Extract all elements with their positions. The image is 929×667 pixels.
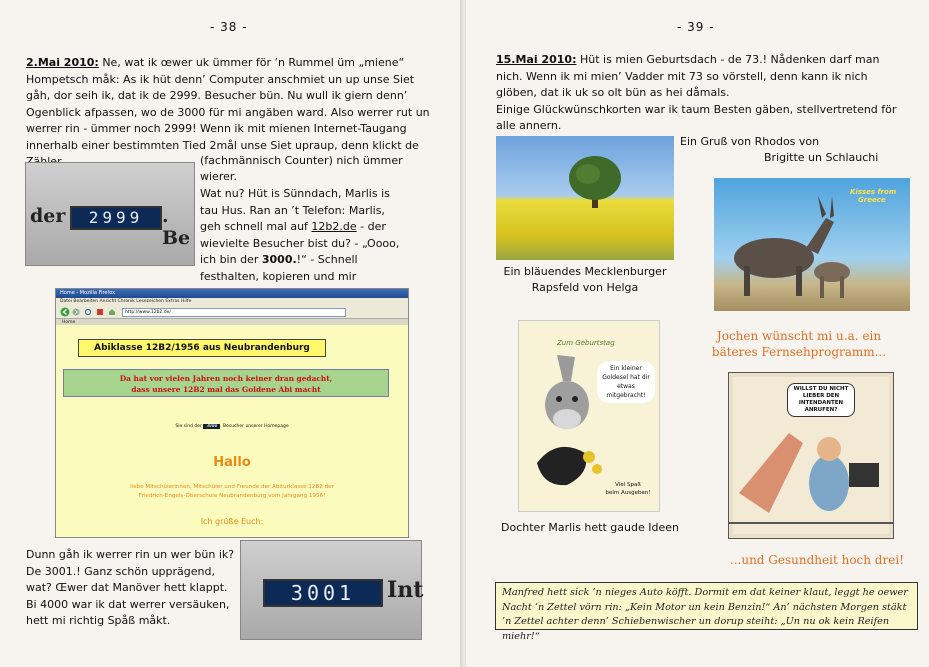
reload-icon bbox=[84, 308, 92, 316]
browser-url-field: http://www.12b2.de/ bbox=[122, 308, 346, 317]
website-greeting: Ich grüße Euch: bbox=[200, 517, 264, 526]
website-hallo: Hallo bbox=[213, 455, 251, 470]
jochen-caption-1: Jochen wünscht mi u.a. ein bbox=[716, 329, 882, 343]
entry-text-2: Einige Glückwünschkorten war ik taum Besten gäben, stellvertretend för alle annern. bbox=[496, 102, 897, 132]
rhodos-caption-2: Brigitte un Schlauchi bbox=[764, 151, 879, 164]
counter-prefix: der bbox=[30, 205, 66, 227]
counter-pre: Sie sind der bbox=[175, 424, 204, 429]
banner-line-1: Da hat vor vielen Jahren noch keiner dran gedacht, bbox=[119, 374, 333, 383]
entry-line-b: wierer. bbox=[200, 170, 237, 183]
website-red-banner bbox=[63, 369, 389, 397]
left-page bbox=[0, 0, 462, 667]
browser-title-bar: Home - Mozilla Firefox bbox=[56, 289, 408, 298]
browser-tab: Home bbox=[56, 319, 408, 326]
browser-screenshot bbox=[55, 288, 409, 538]
donkey-cartoon bbox=[527, 353, 607, 493]
paragraph-2 bbox=[200, 186, 400, 302]
entry-date: 15.Mai 2010: bbox=[496, 53, 577, 66]
rhodos-caption bbox=[680, 134, 920, 166]
browser-nav-bar bbox=[56, 306, 408, 319]
website-link[interactable]: 12b2.de bbox=[311, 220, 357, 233]
counter-suffix-3001: Int bbox=[387, 577, 424, 603]
jochen-caption bbox=[694, 328, 904, 360]
stop-icon bbox=[96, 308, 104, 316]
gesundheit-caption: ...und Gesundheit hoch drei! bbox=[729, 553, 904, 567]
card-greeting-line-2: Greece bbox=[858, 196, 886, 204]
entry-date: 2.Mai 2010: bbox=[26, 56, 99, 69]
intro-line-2: Friedrich-Engels-Oberschule Neubrandenburg vom Jahrgang 1956! bbox=[138, 493, 326, 499]
page-number: - 38 - bbox=[210, 20, 248, 34]
card-bottom-2: beim Ausgeben! bbox=[605, 490, 651, 496]
intro-line-1: liebe Mitschülerinnen, Mitschüler und Freunde der Abiturklasse 12B2 der bbox=[130, 484, 334, 490]
tree-image bbox=[496, 136, 674, 260]
donkey-photo bbox=[714, 178, 910, 311]
paragraph-2-text: Wat nu? Hüt is Sünndach, Marlis is tau Hus. Ran an ’t Telefon: Marlis, geh schnell mal auf bbox=[200, 187, 390, 233]
rapeseed-field-photo bbox=[496, 136, 674, 260]
paragraph-2-text-2: - der wievielte Besucher bist du? - „Oooo, ich bin der bbox=[200, 220, 400, 266]
entry-line-a: (fachmännisch Counter) nich ümmer bbox=[200, 154, 403, 167]
rapeseed-caption bbox=[496, 264, 674, 296]
website-heading: Abiklasse 12B2/1956 aus Neubrandenburg bbox=[78, 339, 326, 357]
entry-text: Hüt is mien Geburtsdach - de 73.! Nådenken darf man nich. Wenn ik mi mien’ Vadder mit 73 so vörstell, denn kann ik nich glöben, dat ik uk so olt bün as hei dåmals. bbox=[496, 53, 880, 99]
back-icon bbox=[60, 307, 70, 317]
forward-icon bbox=[72, 308, 80, 316]
card-title: Zum Geburtstag bbox=[557, 339, 615, 347]
paragraph-2-bold: 3000. bbox=[261, 253, 297, 266]
tv-cartoon bbox=[728, 372, 894, 539]
browser-page-content bbox=[56, 325, 408, 537]
counter-digits: 2999 bbox=[70, 206, 162, 230]
card-bottom-1: Viel Spaß bbox=[615, 482, 641, 488]
entry-text: Ne, wat ik œwer uk ümmer för ’n Rummel üm „miene“ Hompetsch måk: As ik hüt denn’ Computer anschmiet un up unse Siet gåh, dor seih ik, dat ik de 2999. Besucher bün. Nu wull ik giern denn’ Ogenblick afpassen, wo de 3000 für mi angäben ward. Also werrer rut un werrer rin - ümmer noch 2999! Wenn ik mit mienen Internet-Taugang innerhalb einer bestimmten Tied 2mål unse Siet upraup, denn klickt de bbox=[26, 56, 430, 152]
joke-note-box: Manfred hett sick ’n nieges Auto köfft. Dormit em dat keiner klaut, leggt he oewer Nacht ’n Zettel vörn rin: „Kein Motor un kein Benzin!“ An’ nächsten Morgen stäkt ’n Zettel achter denn’ Schiebenwischer un dorup steiht: „Un nu ok kein Reifen miehr!“ bbox=[495, 582, 918, 630]
website-intro bbox=[56, 483, 408, 501]
banner-line-2: dass unsere 12B2 mal das Goldene Abi macht bbox=[131, 385, 321, 394]
counter-2999-image bbox=[25, 162, 195, 266]
rhodos-caption-1: Ein Gruß von Rhodos von bbox=[680, 135, 820, 148]
card-bottom-text bbox=[603, 481, 653, 497]
counter-post: . Besucher unserer Homepage bbox=[220, 424, 289, 429]
jochen-caption-2: bäteres Fernsehprogramm... bbox=[711, 345, 887, 359]
card-speech-bubble: Ein kleiner Goldesel hat dir etwas mitgebracht! bbox=[597, 361, 655, 403]
cartoon-speech-bubble: WILLST DU NICHT LIEBER DEN INTENDANTEN ANRUFEN? bbox=[787, 383, 855, 417]
home-icon bbox=[108, 308, 116, 316]
rapeseed-caption-2: Rapsfeld von Helga bbox=[531, 281, 639, 294]
right-page bbox=[466, 0, 929, 667]
paragraph-2-end: !“ - Schnell festhalten, kopieren und mir bbox=[200, 253, 358, 283]
website-visitor-counter bbox=[56, 424, 408, 429]
card-greeting-line-1: Kisses from bbox=[850, 188, 897, 196]
card-greeting-text bbox=[850, 188, 896, 204]
marlis-caption: Dochter Marlis hett gaude Ideen bbox=[501, 521, 679, 534]
counter-suffix: . Be bbox=[162, 205, 191, 249]
browser-menu-bar: Datei Bearbeiten Ansicht Chronik Lesezeichen Extras Hilfe bbox=[56, 298, 408, 306]
counter-3001-image bbox=[240, 540, 422, 640]
entry-paragraph bbox=[496, 52, 908, 135]
paragraph-3: Dunn gåh ik werrer rin un wer bün ik? De 3001.! Ganz schön upprägend, wat? Œwer dat Manöver hett klappt. Bi 4000 war ik dat werrer versäuken, hett mi richtig Spåß måkt. bbox=[26, 548, 235, 627]
counter-value: 3000 bbox=[203, 424, 220, 429]
counter-digits-3001: 3001 bbox=[263, 579, 383, 607]
goldesel-card bbox=[518, 320, 660, 512]
page-number: - 39 - bbox=[677, 20, 715, 34]
rapeseed-caption-1: Ein bläuendes Mecklenburger bbox=[503, 265, 667, 278]
